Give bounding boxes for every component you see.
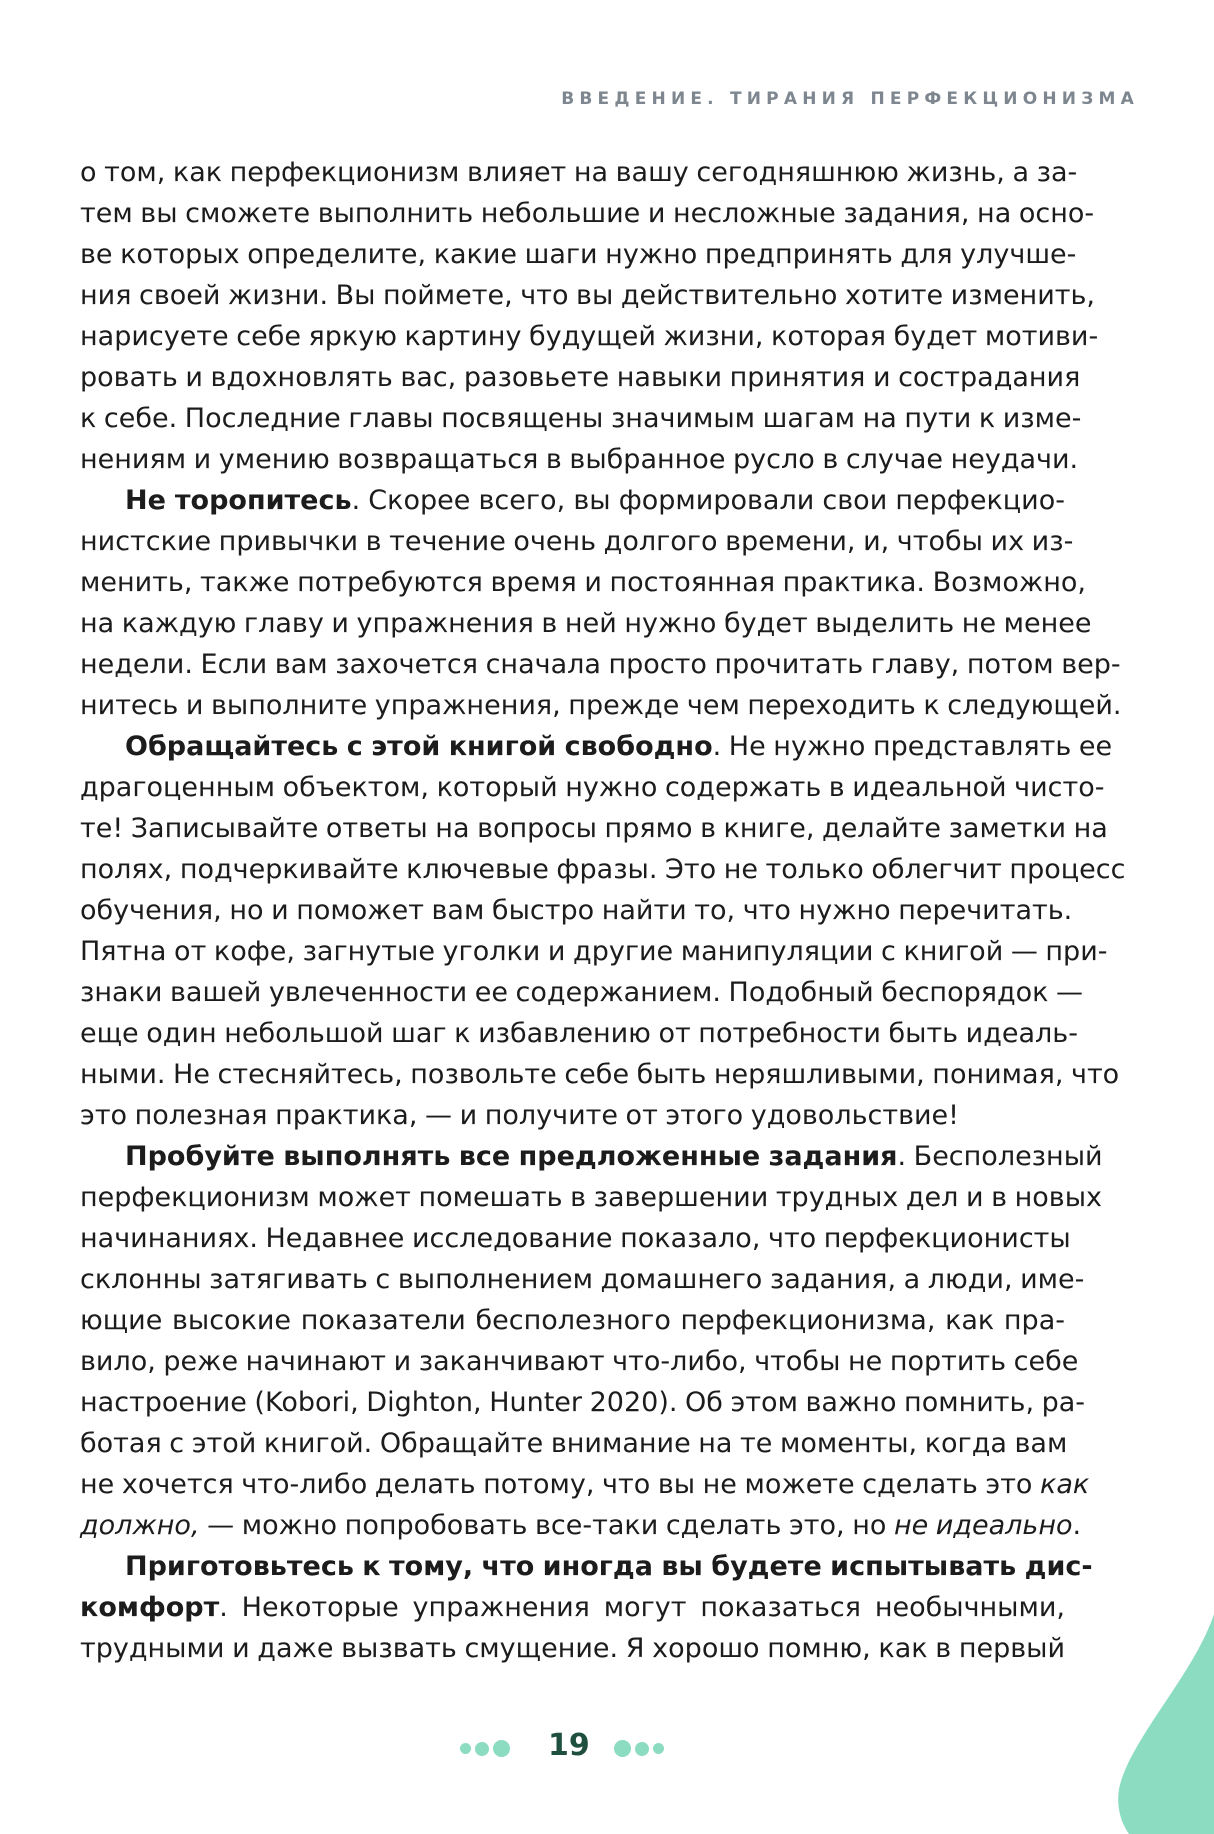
text-line: обучения, но и поможет вам быстро найти то, что нужно перечитать.: [80, 895, 1073, 926]
dot-icon: [475, 1742, 489, 1756]
body-text: [80, 152, 1126, 1669]
decorative-dots-right: [614, 1740, 664, 1757]
dot-icon: [614, 1740, 631, 1757]
paragraph-first-line: [80, 480, 1065, 521]
text-line: ровать и вдохновлять вас, разовьете навыки принятия и сострадания: [80, 362, 1081, 393]
text-line: недели. Если вам захочется сначала просто прочитать главу, потом вер-: [80, 649, 1121, 680]
text-line: тем вы сможете выполнить небольшие и несложные задания, на осно-: [80, 198, 1095, 229]
text-line: нитесь и выполните упражнения, прежде чем переходить к следующей.: [80, 690, 1122, 721]
bold-heading: Не торопитесь: [125, 485, 352, 516]
text-line: [80, 1505, 1082, 1546]
text-line: ными. Не стесняйтесь, позвольте себе быть неряшливыми, понимая, что: [80, 1059, 1120, 1090]
text-line: нениям и умению возвращаться в выбранное русло в случае неудачи.: [80, 444, 1079, 475]
bold-heading: комфорт: [80, 1592, 220, 1623]
text-line: ющие высокие показатели бесполезного перфекционизма, как пра-: [80, 1305, 1065, 1336]
dot-icon: [460, 1743, 471, 1754]
text-line: трудными и даже вызвать смущение. Я хорошо помню, как в первый: [80, 1633, 1065, 1664]
text-line: менить, также потребуются время и постоянная практика. Возможно,: [80, 567, 1086, 598]
text-line: ния своей жизни. Вы поймете, что вы действительно хотите изменить,: [80, 280, 1095, 311]
text-segment: . Не нужно представлять ее: [712, 731, 1113, 762]
paragraph-first-line: [80, 726, 1113, 767]
text-line: вило, реже начинают и заканчивают что-либо, чтобы не портить себе: [80, 1346, 1079, 1377]
text-line: на каждую главу и упражнения в ней нужно будет выделить не менее: [80, 608, 1092, 639]
text-line: нистские привычки в течение очень долгого времени, и, чтобы их из-: [80, 526, 1074, 557]
decorative-corner-shape: [1064, 1614, 1214, 1834]
dot-icon: [635, 1742, 649, 1756]
paragraph-first-line: [80, 1136, 1103, 1177]
text-line: ботая с этой книгой. Обращайте внимание на те моменты, когда вам: [80, 1428, 1068, 1459]
page-number: 19: [548, 1728, 590, 1763]
dot-icon: [653, 1743, 664, 1754]
paragraph-first-line: [80, 1546, 1093, 1587]
text-line: Пятна от кофе, загнутые уголки и другие манипуляции с книгой — при-: [80, 936, 1108, 967]
text-segment: . Бесполезный: [897, 1141, 1103, 1172]
text-line: [80, 1464, 1090, 1505]
text-segment: . Некоторые упражнения могут показаться необычными,: [219, 1592, 1065, 1623]
text-line: еще один небольшой шаг к избавлению от потребности быть идеаль-: [80, 1018, 1078, 1049]
text-line: нарисуете себе яркую картину будущей жизни, которая будет мотиви-: [80, 321, 1099, 352]
text-segment: . Скорее всего, вы формировали свои перфекцио-: [351, 485, 1065, 516]
text-line: [80, 1587, 1065, 1628]
text-line: знаки вашей увлеченности ее содержанием. Подобный беспорядок —: [80, 977, 1084, 1008]
bold-heading: Пробуйте выполнять все предложенные задания: [125, 1141, 898, 1172]
text-segment: не хочется что-либо делать потому, что вы не можете сделать это: [80, 1469, 1041, 1500]
italic-segment: как: [1040, 1469, 1090, 1500]
italic-segment: не идеально: [893, 1510, 1073, 1541]
text-line: к себе. Последние главы посвящены значимым шагам на пути к изме-: [80, 403, 1082, 434]
text-line: полях, подчеркивайте ключевые фразы. Это не только облегчит процесс: [80, 854, 1126, 885]
running-head: ВВЕДЕНИЕ. ТИРАНИЯ ПЕРФЕКЦИОНИЗМА: [561, 89, 1139, 109]
text-line: начинаниях. Недавнее исследование показало, что перфекционисты: [80, 1223, 1071, 1254]
text-line: драгоценным объектом, который нужно содержать в идеальной чисто-: [80, 772, 1105, 803]
text-segment: — можно попробовать все-таки сделать это, но: [199, 1510, 894, 1541]
bold-heading: Приготовьтесь к тому, что иногда вы будете испытывать дис-: [125, 1551, 1093, 1582]
dot-icon: [493, 1740, 510, 1757]
text-line: настроение (Kobori, Dighton, Hunter 2020). Об этом важно помнить, ра-: [80, 1387, 1086, 1418]
text-segment: .: [1072, 1510, 1082, 1541]
text-line: те! Записывайте ответы на вопросы прямо в книге, делайте заметки на: [80, 813, 1108, 844]
bold-heading: Обращайтесь с этой книгой свободно: [125, 731, 713, 762]
text-line: ве которых определите, какие шаги нужно предпринять для улучше-: [80, 239, 1077, 270]
decorative-dots-left: [460, 1740, 510, 1757]
text-line: о том, как перфекционизм влияет на вашу сегодняшнюю жизнь, а за-: [80, 157, 1078, 188]
text-line: склонны затягивать с выполнением домашнего задания, а люди, име-: [80, 1264, 1085, 1295]
text-line: перфекционизм может помешать в завершении трудных дел и в новых: [80, 1182, 1102, 1213]
page-footer: [0, 1726, 1214, 1766]
italic-segment: должно,: [80, 1510, 200, 1541]
text-line: это полезная практика, — и получите от этого удовольствие!: [80, 1100, 959, 1131]
